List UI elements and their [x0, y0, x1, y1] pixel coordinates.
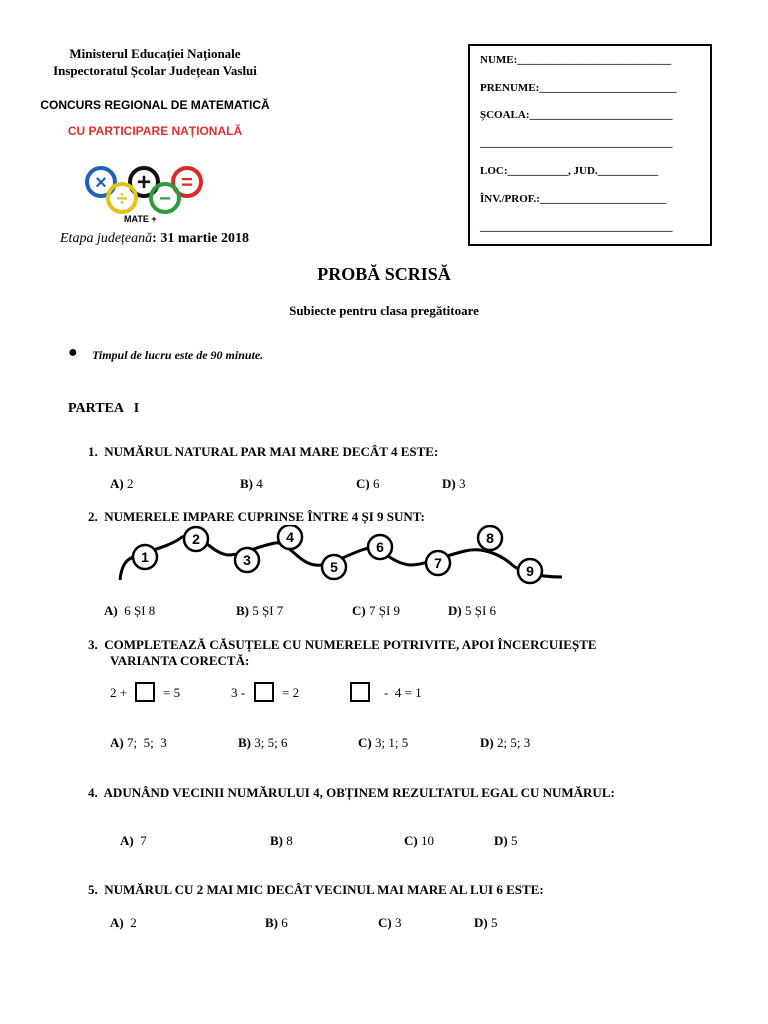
question-text: NUMĂRUL CU 2 MAI MIC DECÂT VECINUL MAI MARE AL LUI 6 ESTE:: [104, 882, 544, 897]
option-letter: B): [240, 476, 253, 491]
chain-node-2: [184, 527, 208, 551]
ministry-name: Ministerul Educației Naționale: [69, 46, 241, 61]
option-letter: B): [238, 735, 251, 750]
option-letter: C): [352, 603, 366, 618]
chain-label: 7: [434, 555, 442, 571]
question-1: [88, 444, 438, 460]
answer-box-1[interactable]: [135, 682, 155, 702]
option-value: 7; 5; 3: [123, 735, 167, 750]
chain-node-9: [518, 559, 542, 583]
q5-option-d[interactable]: [474, 915, 497, 931]
question-number: 2.: [88, 509, 98, 524]
chain-node-3: [235, 548, 259, 572]
question-text: NUMERELE IMPARE CUPRINSE ÎNTRE 4 ȘI 9 SUNT:: [104, 509, 425, 524]
option-value: 5 ȘI 6: [461, 603, 497, 618]
chain-label: 8: [486, 530, 494, 546]
answer-box-3[interactable]: [350, 682, 370, 702]
question-text: COMPLETEAZĂ CĂSUȚELE CU NUMERELE POTRIVITE, APOI ÎNCERCUIEȘTE: [104, 637, 597, 652]
logo-text: MATE +: [124, 214, 157, 224]
option-letter: A): [104, 603, 118, 618]
bullet-icon: ●: [68, 344, 78, 361]
option-value: 2: [123, 476, 134, 491]
option-letter: B): [236, 603, 249, 618]
question-text: NUMĂRUL NATURAL PAR MAI MARE DECÂT 4 ESTE:: [104, 444, 439, 459]
option-value: 5: [487, 915, 498, 930]
chain-node-5: [322, 555, 346, 579]
svg-text:×: ×: [95, 172, 107, 194]
chain-label: 9: [526, 563, 534, 579]
stage-date: : 31 martie 2018: [152, 231, 249, 246]
option-letter: A): [110, 735, 124, 750]
option-value: 3: [455, 476, 466, 491]
q2-option-c[interactable]: [352, 603, 400, 619]
option-value: 6 ȘI 8: [117, 603, 156, 618]
equation-2-left: 3 -: [231, 685, 246, 700]
question-2: [88, 509, 425, 525]
equation-1-right: = 5: [163, 685, 181, 700]
q3-option-d[interactable]: [480, 735, 530, 751]
q2-option-a[interactable]: [104, 603, 155, 619]
q4-option-c[interactable]: [404, 833, 434, 849]
page-title: PROBĂ SCRISĂ: [317, 264, 451, 284]
prenume-field[interactable]: PRENUME:_________________________: [480, 82, 677, 94]
option-letter: A): [110, 915, 124, 930]
question-text: ADUNÂND VECINII NUMĂRULUI 4, OBȚINEM REZULTATUL EGAL CU NUMĂRUL:: [103, 785, 615, 800]
q3-option-b[interactable]: [238, 735, 287, 751]
chain-label: 2: [192, 531, 200, 547]
option-value: 2: [123, 915, 137, 930]
q3-option-a[interactable]: [110, 735, 167, 751]
q2-option-b[interactable]: [236, 603, 283, 619]
chain-label: 1: [141, 549, 149, 565]
option-letter: A): [110, 476, 124, 491]
option-value: 2; 5; 3: [493, 735, 531, 750]
equation-3-right: - 4 = 1: [384, 685, 422, 700]
option-value: 3; 1; 5: [371, 735, 409, 750]
option-value: 8: [283, 833, 293, 848]
svg-text:+: +: [136, 169, 152, 196]
answer-box-2[interactable]: [254, 682, 274, 702]
option-letter: C): [404, 833, 418, 848]
chain-node-8: [478, 526, 502, 550]
q3-option-c[interactable]: [358, 735, 408, 751]
option-letter: C): [378, 915, 392, 930]
question-4: [88, 785, 615, 801]
option-letter: D): [448, 603, 462, 618]
option-letter: B): [265, 915, 278, 930]
chain-node-7: [426, 551, 450, 575]
q4-option-b[interactable]: [270, 833, 293, 849]
option-value: 6: [278, 915, 288, 930]
q1-option-d[interactable]: [442, 476, 465, 492]
part-heading: PARTEA I: [68, 401, 140, 416]
loc-jud-field[interactable]: LOC:___________, JUD.___________: [480, 165, 659, 177]
chain-node-4: [278, 525, 302, 549]
option-letter: D): [480, 735, 494, 750]
question-3: [88, 637, 597, 653]
contest-logo: [84, 162, 208, 228]
option-letter: A): [120, 833, 134, 848]
contest-name: CONCURS REGIONAL DE MATEMATICĂ: [40, 98, 270, 112]
q1-option-c[interactable]: [356, 476, 379, 492]
participation-label: CU PARTICIPARE NAȚIONALĂ: [67, 124, 243, 138]
q2-option-d[interactable]: [448, 603, 496, 619]
scoala-extra-line[interactable]: ___________________________________: [480, 137, 673, 149]
time-note: Timpul de lucru este de 90 minute.: [92, 348, 264, 362]
option-value: 7 ȘI 9: [365, 603, 401, 618]
q1-option-b[interactable]: [240, 476, 263, 492]
question-3-text-cont: VARIANTA CORECTĂ:: [110, 653, 250, 668]
question-number: 3.: [88, 637, 98, 652]
svg-text:=: =: [181, 172, 193, 194]
option-letter: D): [494, 833, 508, 848]
q5-option-a[interactable]: [110, 915, 137, 931]
question-5: [88, 882, 544, 898]
question-number: 4.: [88, 785, 98, 800]
option-letter: D): [474, 915, 488, 930]
stage-label: Etapa județeană: [60, 231, 153, 246]
extra-line[interactable]: ___________________________________: [480, 221, 673, 233]
q5-option-c[interactable]: [378, 915, 401, 931]
option-value: 3: [391, 915, 402, 930]
option-letter: D): [442, 476, 456, 491]
teacher-field[interactable]: ÎNV./PROF.:_______________________: [480, 193, 667, 205]
option-value: 3; 5; 6: [251, 735, 288, 750]
chain-label: 5: [330, 559, 338, 575]
number-chain-figure: [110, 525, 570, 590]
scoala-field[interactable]: ȘCOALA:__________________________: [480, 109, 673, 121]
option-value: 4: [253, 476, 263, 491]
chain-label: 4: [286, 529, 294, 545]
svg-text:−: −: [159, 188, 171, 210]
option-value: 10: [417, 833, 434, 848]
option-letter: C): [358, 735, 372, 750]
question-number: 5.: [88, 882, 98, 897]
chain-label: 3: [243, 552, 251, 568]
q4-option-a[interactable]: [120, 833, 147, 849]
stage-info: [60, 231, 249, 247]
option-value: 5: [507, 833, 518, 848]
page-subtitle: Subiecte pentru clasa pregătitoare: [289, 303, 479, 318]
option-letter: B): [270, 833, 283, 848]
svg-text:÷: ÷: [116, 188, 128, 210]
chain-label: 6: [376, 539, 384, 555]
inspectorate-name: Inspectoratul Școlar Județean Vaslui: [53, 63, 257, 78]
chain-node-6: [368, 535, 392, 559]
option-value: 5 ȘI 7: [249, 603, 284, 618]
student-id-box: [468, 44, 712, 246]
nume-field[interactable]: NUME:____________________________: [480, 54, 672, 66]
q5-option-b[interactable]: [265, 915, 288, 931]
q4-option-d[interactable]: [494, 833, 517, 849]
question-number: 1.: [88, 444, 98, 459]
option-value: 7: [133, 833, 147, 848]
equation-2-right: = 2: [282, 685, 300, 700]
option-value: 6: [369, 476, 380, 491]
chain-node-1: [133, 545, 157, 569]
q1-option-a[interactable]: [110, 476, 133, 492]
equation-1-left: 2 +: [110, 685, 128, 700]
option-letter: C): [356, 476, 370, 491]
